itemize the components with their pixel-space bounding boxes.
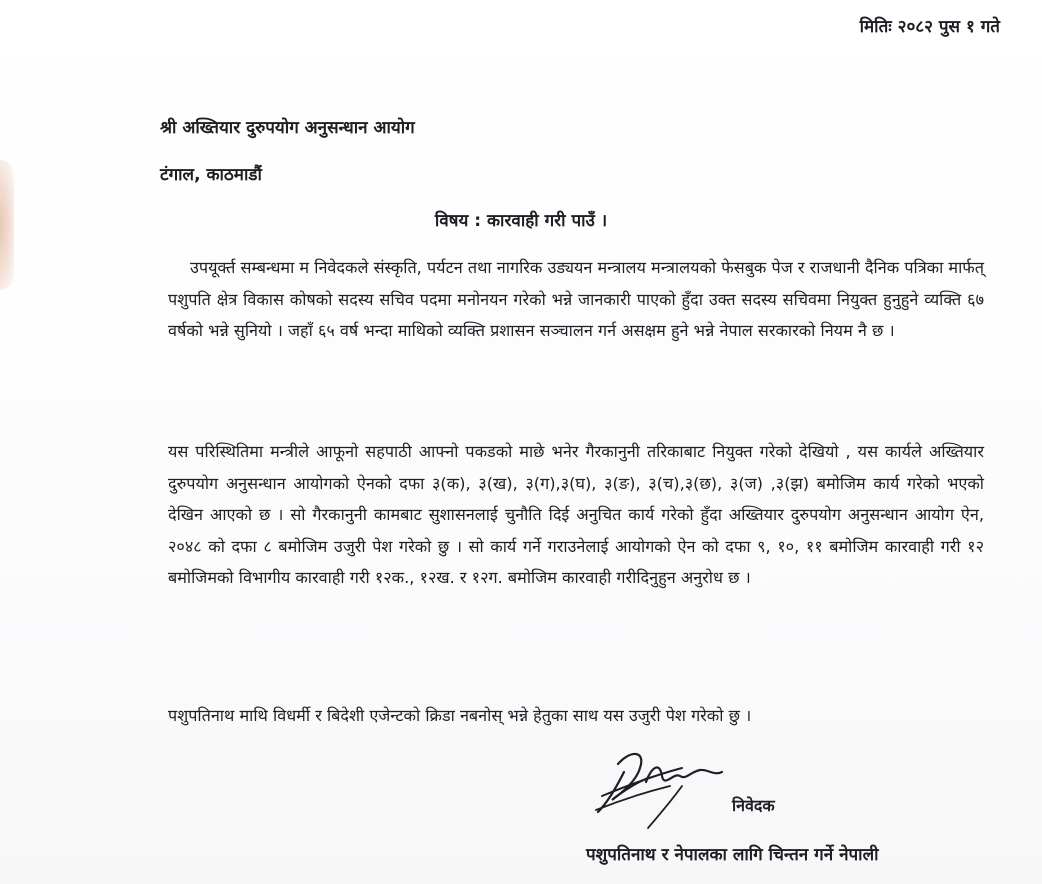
- recipient-line-2: टंगाल, काठमाडौं: [160, 165, 262, 185]
- letter-date: मितिः २०८२ पुस १ गते: [859, 17, 1000, 37]
- signatory-organization: पशुपतिनाथ र नेपालका लागि चिन्तन गर्ने नेपाली: [586, 845, 879, 865]
- signatory-label: निवेदक: [732, 796, 775, 815]
- letter-subject: विषय : कारवाही गरी पाउँ ।: [434, 211, 608, 231]
- body-paragraph-2: यस परिस्थितिमा मन्त्रीले आफूनो सहपाठी आफ्नो पकडको माछे भनेर गैरकानुनी तरिकाबाट नियुक्त गरेको देखियो , यस कार्यले अख्तियार दुरुपयोग अनुसन्धान आयोगको ऐनको दफा ३(क), ३(ख), ३(ग),३(घ), ३(ङ), ३(च),३(छ), ३(ज) ,३(झ) बमोजिम कार्य गरेको भएको देखिन आएको छ । सो गैरकानुनी कामबाट सुशासनलाई चुनौति दिई अनुचित कार्य गरेको हुँदा अख्तियार दुरुपयोग अनुसन्धान आयोग ऐन, २०४८ को दफा ८ बमोजिम उजुरी पेश गरेको छु । सो कार्य गर्ने गराउनेलाई आयोगको ऐन को दफा ९, १०, ११ बमोजिम कारवाही गरी १२ बमोजिमको विभागीय कारवाही गरी १२क., १२ख. र १२ग. बमोजिम कारवाही गरीदिनुहुन अनुरोध छ ।: [168, 442, 984, 587]
- recipient-line-1: श्री अख्तियार दुरुपयोग अनुसन्धान आयोग: [160, 118, 415, 138]
- body-paragraph-3: पशुपतिनाथ माथि विधर्मी र बिदेशी एजेन्टको क्रिडा नबनोस् भन्ने हेतुका साथ यस उजुरी पेश गरेको छु ।: [168, 706, 752, 725]
- handwritten-signature: [590, 742, 740, 832]
- body-paragraph-1: उपयूर्क्त सम्बन्धमा म निवेदकले संस्कृति, पर्यटन तथा नागरिक उड्ययन मन्त्रालय मन्त्रालयको फेसबुक पेज र राजधानी दैनिक पत्रिका मार्फत् पशुपति क्षेत्र विकास कोषको सदस्य सचिव पदमा मनोनयन गरेको भन्ने जानकारी पाएको हुँदा उक्त सदस्य सचिवमा नियुक्त हुनुहुने व्यक्ति ६७ वर्षको भन्ने सुनियो । जहाँ ६५ वर्ष भन्दा माथिको व्यक्ति प्रशासन सञ्चालन गर्न असक्षम हुने भन्ने नेपाल सरकारको नियम नै छ ।: [168, 258, 984, 340]
